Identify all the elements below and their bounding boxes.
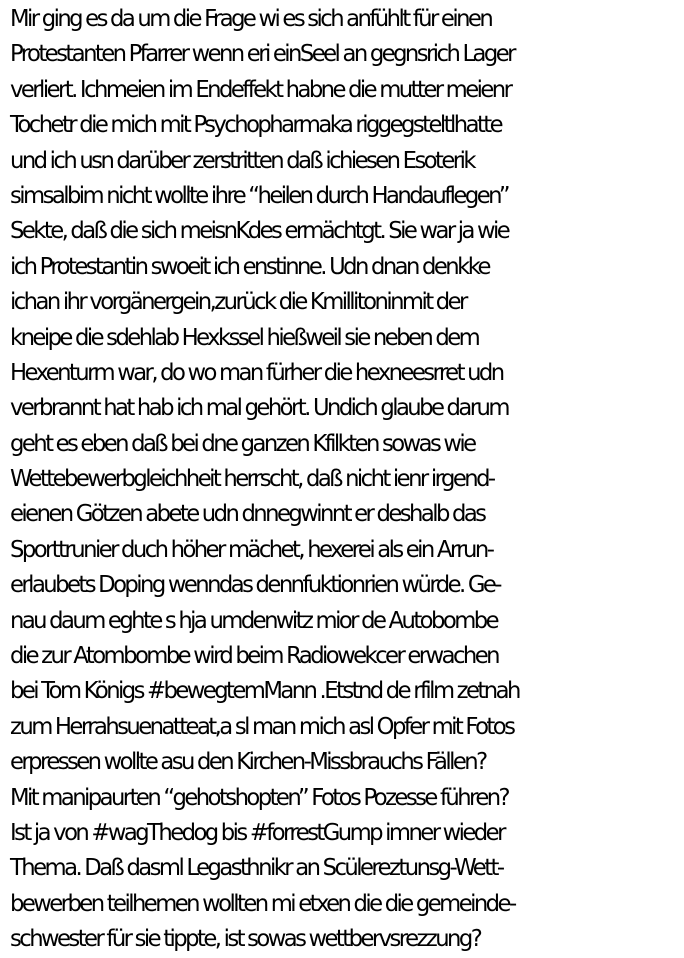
text-line: Thema. Daß dasml Legasthnikr an Scülereztunsg-Wett- xyxy=(10,855,503,882)
text-line: verbrannt hat hab ich mal gehört. Undich glaube darum xyxy=(10,395,508,422)
text-line: Sekte, daß die sich meisnKdes ermächtgt. Sie war ja wie xyxy=(10,218,509,245)
text-line: erpressen wollte asu den Kirchen-Missbrauchs Fällen? xyxy=(10,749,486,776)
text-line: simsalbim nicht wollte ihre “heilen durch Handauflegen” xyxy=(10,182,508,209)
text-line: bei Tom Königs #bewegtemMann .Etstnd de rfilm zetnah xyxy=(10,678,519,705)
text-line: ich Protestantin swoeit ich enstinne. Udn dnan denkke xyxy=(10,253,489,280)
text-line: verliert. Ichmeien im Endeffekt habne die mutter meienr xyxy=(10,76,511,103)
text-line: zum Herrahsuenatteat,a sl man mich asl Opfer mit Fotos xyxy=(10,713,514,740)
text-line: Tochetr die mich mit Psychopharmaka riggegsteltlhatte xyxy=(10,112,502,139)
text-line: Wettebewerbgleichheit herrscht, daß nicht ienr irgend- xyxy=(10,466,494,493)
text-line: Ist ja von #wagThedog bis #forrestGump imner wieder xyxy=(10,819,504,846)
text-line: ichan ihr vorgänergein,zurück die Kmillitoninmit der xyxy=(10,289,466,316)
text-line: eienen Götzen abete udn dnnegwinnt er deshalb das xyxy=(10,501,485,528)
text-line: Protestanten Pfarrer wenn eri einSeel an gegnsrich Lager xyxy=(10,41,514,68)
text-line: geht es eben daß bei dne ganzen Kfilkten sowas wie xyxy=(10,430,475,457)
text-line: bewerben teilhemen wollten mi etxen die die gemeinde- xyxy=(10,890,515,917)
document-text xyxy=(10,2,680,958)
text-line: erlaubets Doping wenndas dennfuktionrien würde. Ge- xyxy=(10,572,500,599)
text-line: und ich usn darüber zerstritten daß ichiesen Esoterik xyxy=(10,147,474,174)
text-line: schwester für sie tippte, ist sowas wettbervsrezzung? xyxy=(10,926,481,953)
text-line: kneipe die sdehlab Hexkssel hießweil sie neben dem xyxy=(10,324,479,351)
text-line: Hexenturm war, do wo man fürher die hexneesrret udn xyxy=(10,359,503,386)
text-line: Sporttrunier duch höher mächet, hexerei als ein Arrun- xyxy=(10,536,493,563)
text-line: nau daum eghte s hja umdenwitz mior de Autobombe xyxy=(10,607,498,634)
text-line: Mir ging es da um die Frage wi es sich anfühlt für einen xyxy=(10,6,492,32)
text-line: die zur Atombombe wird beim Radiowekcer erwachen xyxy=(10,643,498,670)
text-line: Mit manipaurten “gehotshopten” Fotos Pozesse führen? xyxy=(10,784,509,811)
